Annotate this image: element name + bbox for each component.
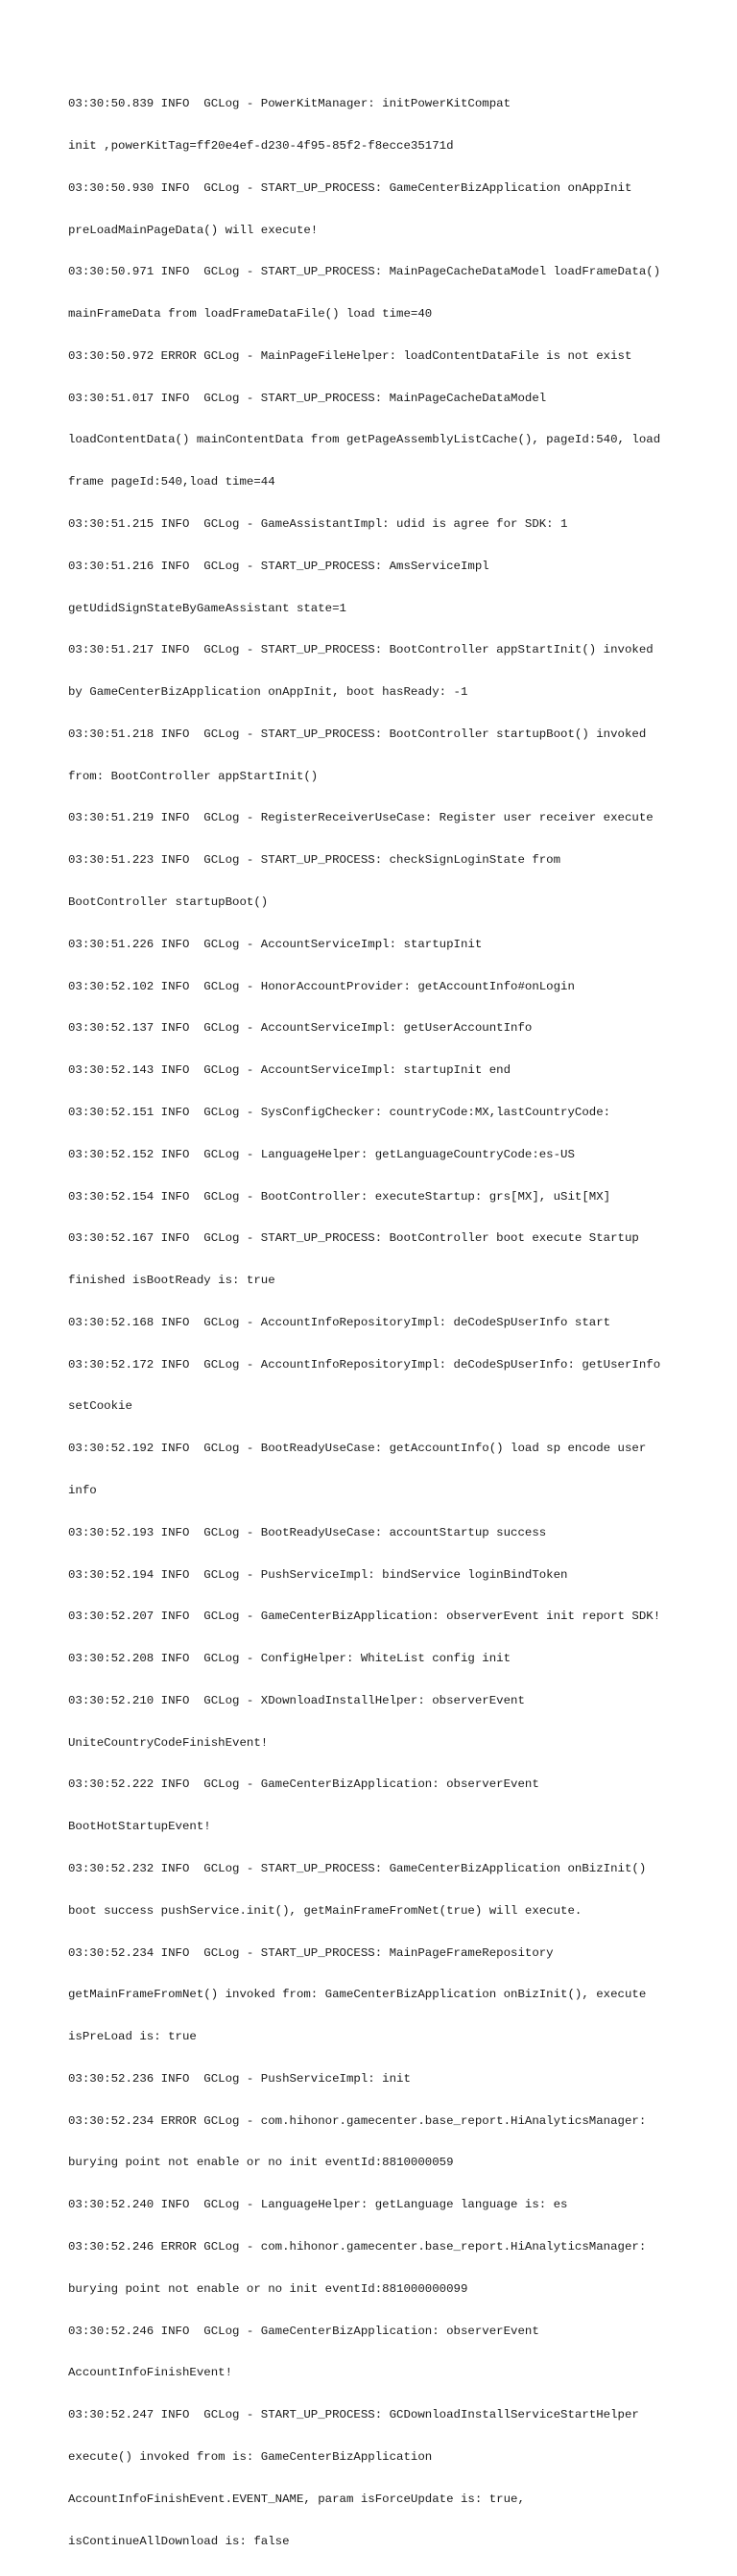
log-line: 03:30:52.232 INFO GCLog - START_UP_PROCESS: GameCenterBizApplication onBizInit() xyxy=(68,1862,647,1875)
log-line: BootHotStartupEvent! xyxy=(68,1820,211,1834)
log-line: 03:30:52.247 INFO GCLog - START_UP_PROCESS: GCDownloadInstallServiceStartHelper xyxy=(68,2408,639,2422)
log-line: 03:30:52.246 INFO GCLog - GameCenterBizApplication: observerEvent xyxy=(68,2324,539,2338)
log-line: 03:30:52.172 INFO GCLog - AccountInfoRepositoryImpl: deCodeSpUserInfo: getUserInfo xyxy=(68,1357,661,1371)
log-line: burying point not enable or no init eventId:881000000099 xyxy=(68,2281,468,2296)
log-line: 03:30:50.971 INFO GCLog - START_UP_PROCESS: MainPageCacheDataModel loadFrameData() xyxy=(68,265,661,279)
log-line: 03:30:52.167 INFO GCLog - START_UP_PROCESS: BootController boot execute Startup xyxy=(68,1231,639,1246)
log-line: 03:30:51.218 INFO GCLog - START_UP_PROCESS: BootController startupBoot() invoked xyxy=(68,727,647,741)
log-line: 03:30:51.215 INFO GCLog - GameAssistantImpl: udid is agree for SDK: 1 xyxy=(68,517,568,531)
log-line: info xyxy=(68,1483,97,1497)
log-line: 03:30:52.207 INFO GCLog - GameCenterBizApplication: observerEvent init report SDK! xyxy=(68,1610,661,1624)
log-line: 03:30:52.210 INFO GCLog - XDownloadInstallHelper: observerEvent xyxy=(68,1693,525,1707)
log-line: setCookie xyxy=(68,1399,132,1414)
log-line: finished isBootReady is: true xyxy=(68,1274,275,1288)
log-line: 03:30:52.193 INFO GCLog - BootReadyUseCase: accountStartup success xyxy=(68,1525,547,1539)
log-line: AccountInfoFinishEvent! xyxy=(68,2366,233,2380)
log-line: getMainFrameFromNet() invoked from: GameCenterBizApplication onBizInit(), execute xyxy=(68,1988,647,2002)
log-line: burying point not enable or no init eventId:8810000059 xyxy=(68,2156,454,2170)
log-line: 03:30:51.223 INFO GCLog - START_UP_PROCESS: checkSignLoginState from xyxy=(68,853,561,868)
log-line: 03:30:51.226 INFO GCLog - AccountServiceImpl: startupInit xyxy=(68,937,483,951)
log-line: init ,powerKitTag=ff20e4ef-d230-4f95-85f2-f8ecce35171d xyxy=(68,138,454,153)
log-line: 03:30:52.143 INFO GCLog - AccountServiceImpl: startupInit end xyxy=(68,1063,511,1078)
log-line: isContinueAllDownload is: false xyxy=(68,2534,290,2548)
log-line: preLoadMainPageData() will execute! xyxy=(68,223,319,237)
log-line: 03:30:51.219 INFO GCLog - RegisterReceiverUseCase: Register user receiver execute xyxy=(68,811,654,825)
log-line: 03:30:52.102 INFO GCLog - HonorAccountProvider: getAccountInfo#onLogin xyxy=(68,979,575,993)
log-line: getUdidSignStateByGameAssistant state=1 xyxy=(68,601,346,615)
log-line: BootController startupBoot() xyxy=(68,895,269,910)
log-line: 03:30:52.222 INFO GCLog - GameCenterBizApplication: observerEvent xyxy=(68,1777,539,1792)
log-line: 03:30:51.017 INFO GCLog - START_UP_PROCESS: MainPageCacheDataModel xyxy=(68,391,547,405)
log-line: loadContentData() mainContentData from getPageAssemblyListCache(), pageId:540, load xyxy=(68,433,661,447)
log-line: isPreLoad is: true xyxy=(68,2030,197,2044)
log-line: 03:30:52.194 INFO GCLog - PushServiceImpl: bindService loginBindToken xyxy=(68,1567,568,1582)
log-line: 03:30:50.839 INFO GCLog - PowerKitManager: initPowerKitCompat xyxy=(68,97,511,111)
log-line: 03:30:52.192 INFO GCLog - BootReadyUseCase: getAccountInfo() load sp encode user xyxy=(68,1442,647,1456)
log-line: 03:30:52.240 INFO GCLog - LanguageHelper: getLanguage language is: es xyxy=(68,2198,568,2212)
log-line: 03:30:52.168 INFO GCLog - AccountInfoRepositoryImpl: deCodeSpUserInfo start xyxy=(68,1315,611,1329)
log-line: 03:30:52.234 ERROR GCLog - com.hihonor.gamecenter.base_report.HiAnalyticsManager: xyxy=(68,2113,647,2128)
log-line: 03:30:52.236 INFO GCLog - PushServiceImpl: init xyxy=(68,2071,411,2086)
log-line: boot success pushService.init(), getMainFrameFromNet(true) will execute. xyxy=(68,1903,582,1918)
log-line: 03:30:50.930 INFO GCLog - START_UP_PROCESS: GameCenterBizApplication onAppInit xyxy=(68,180,632,195)
log-line: 03:30:52.151 INFO GCLog - SysConfigChecker: countryCode:MX,lastCountryCode: xyxy=(68,1105,611,1119)
log-line: 03:30:52.154 INFO GCLog - BootController: executeStartup: grs[MX], uSit[MX] xyxy=(68,1189,611,1204)
log-line: execute() invoked from is: GameCenterBizApplication xyxy=(68,2449,433,2464)
log-line: frame pageId:540,load time=44 xyxy=(68,475,275,489)
log-line: 03:30:52.208 INFO GCLog - ConfigHelper: WhiteList config init xyxy=(68,1652,511,1666)
log-line: AccountInfoFinishEvent.EVENT_NAME, param isForceUpdate is: true, xyxy=(68,2492,525,2506)
log-line: 03:30:52.137 INFO GCLog - AccountServiceImpl: getUserAccountInfo xyxy=(68,1021,533,1036)
log-line: by GameCenterBizApplication onAppInit, boot hasReady: -1 xyxy=(68,685,468,700)
log-line: 03:30:52.246 ERROR GCLog - com.hihonor.gamecenter.base_report.HiAnalyticsManager: xyxy=(68,2240,647,2254)
log-line: 03:30:51.217 INFO GCLog - START_UP_PROCESS: BootController appStartInit() invoked xyxy=(68,643,654,657)
log-text-block xyxy=(68,69,682,2576)
log-line: UniteCountryCodeFinishEvent! xyxy=(68,1735,269,1750)
log-line: 03:30:52.152 INFO GCLog - LanguageHelper: getLanguageCountryCode:es-US xyxy=(68,1147,575,1161)
log-line: from: BootController appStartInit() xyxy=(68,769,319,783)
log-line: 03:30:51.216 INFO GCLog - START_UP_PROCESS: AmsServiceImpl xyxy=(68,559,489,573)
log-line: mainFrameData from loadFrameDataFile() load time=40 xyxy=(68,307,433,322)
log-line: 03:30:50.972 ERROR GCLog - MainPageFileHelper: loadContentDataFile is not exist xyxy=(68,348,632,363)
log-line: 03:30:52.234 INFO GCLog - START_UP_PROCESS: MainPageFrameRepository xyxy=(68,1945,554,1960)
